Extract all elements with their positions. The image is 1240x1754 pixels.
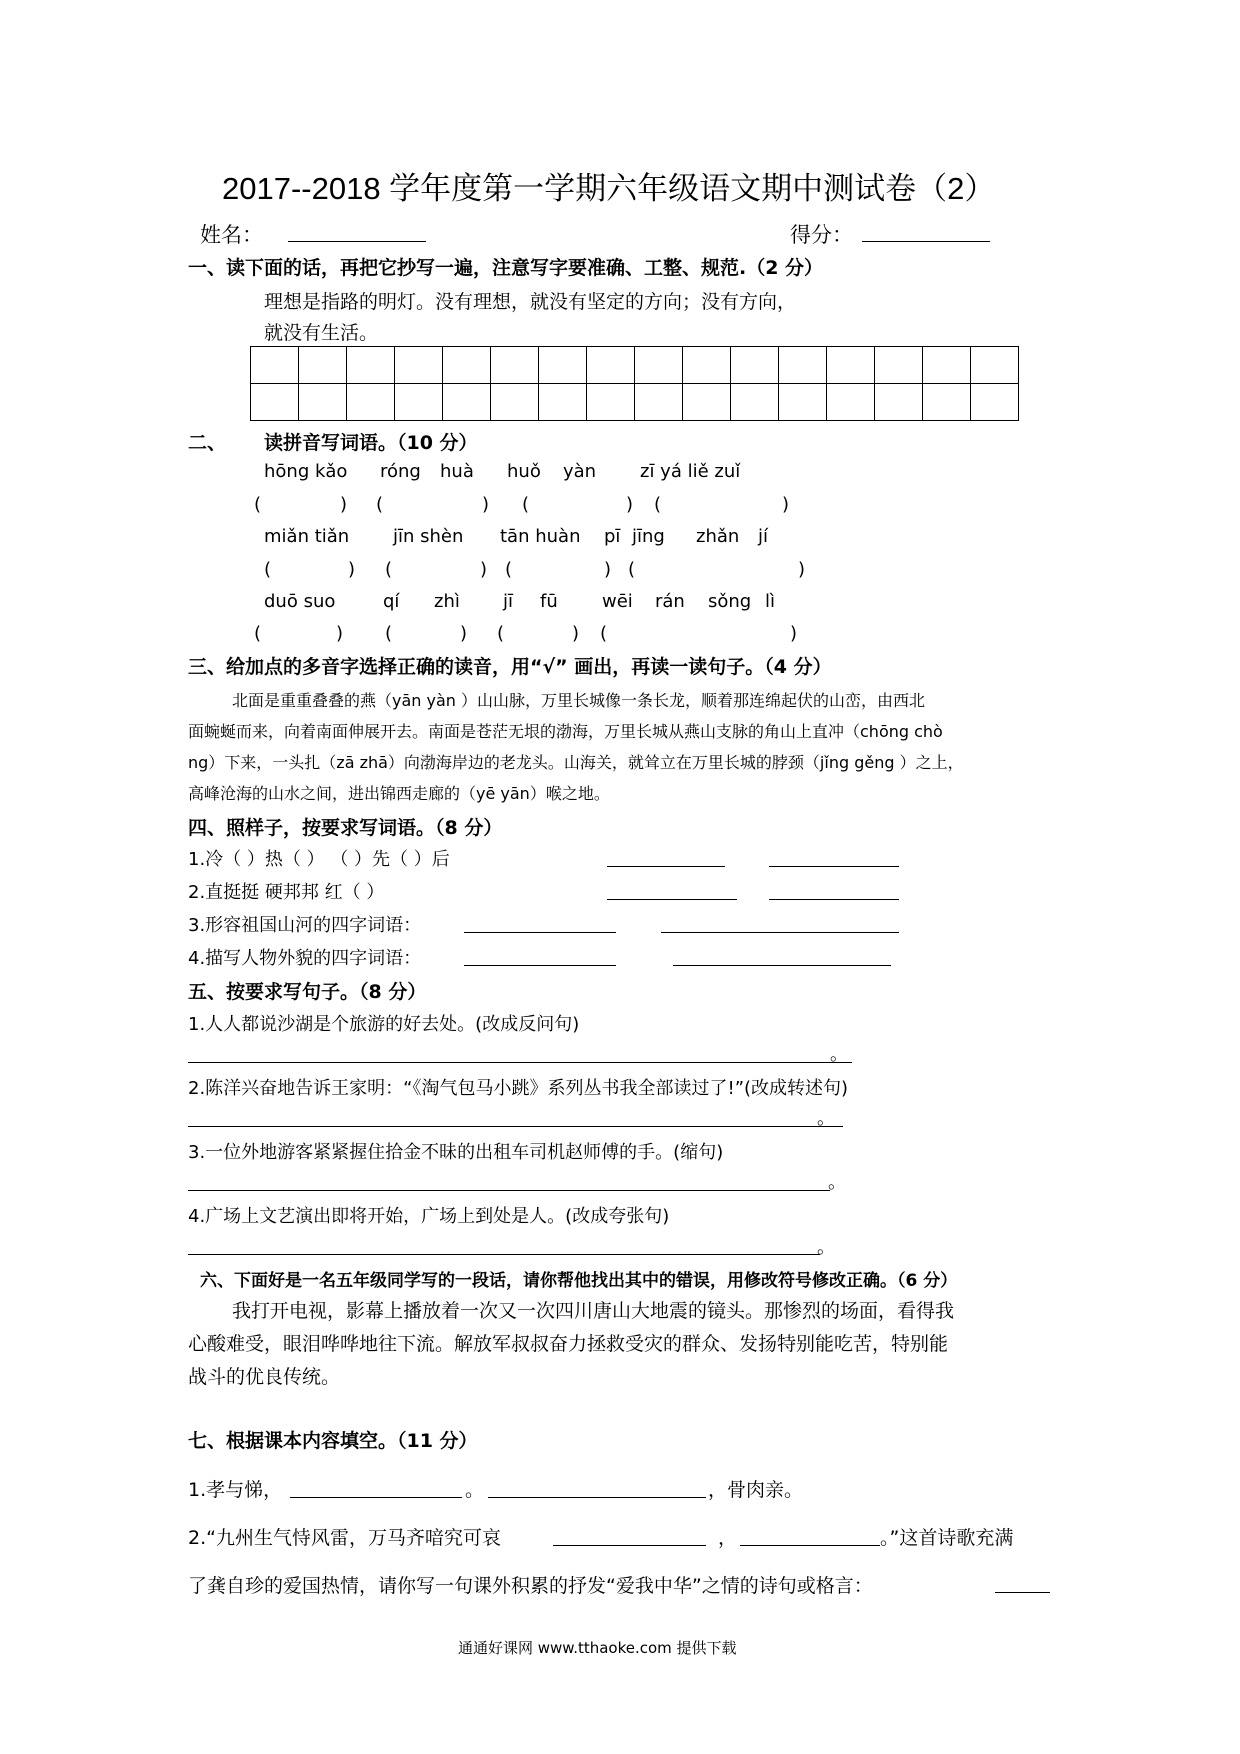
pinyin: zhǎn (696, 526, 740, 547)
period: 。 (817, 1237, 835, 1258)
grid-cell[interactable] (299, 384, 347, 421)
pinyin: miǎn tiǎn (264, 526, 350, 547)
answer-paren-open: ( (628, 559, 636, 580)
period: 。 (828, 1172, 846, 1193)
pinyin: lì (765, 591, 776, 612)
paragraph-line: 心酸难受，眼泪哗哗地往下流。解放军叔叔奋力拯救受灾的群众、发扬特别能吃苦，特别能 (188, 1333, 949, 1355)
grid-cell[interactable] (251, 384, 299, 421)
grid-cell[interactable] (971, 347, 1019, 384)
pinyin: tān huàn (500, 526, 581, 547)
grid-cell[interactable] (539, 384, 587, 421)
answer-line[interactable] (188, 1254, 820, 1255)
answer-line[interactable] (188, 1062, 852, 1063)
answer-paren-open: ( (264, 559, 272, 580)
grid-cell[interactable] (635, 384, 683, 421)
question-7-2-tail: 。”这首诗歌充满 (880, 1527, 1014, 1549)
answer-paren-close: ) (782, 494, 790, 515)
answer-line[interactable] (553, 1545, 706, 1546)
grid-cell[interactable] (683, 384, 731, 421)
pinyin: hōng kǎo (264, 461, 348, 482)
grid-cell[interactable] (683, 347, 731, 384)
passage-line: ng）下来，一头扎（zā zhā）向渤海岸边的老龙头。山海关，就耸立在万里长城的脖颈（jǐng gěng ）之上， (188, 753, 964, 772)
section-1-line-2: 就没有生活。 (264, 322, 379, 344)
grid-cell[interactable] (971, 384, 1019, 421)
answer-line[interactable] (769, 899, 899, 900)
grid-cell[interactable] (539, 347, 587, 384)
answer-paren-close: ) (626, 494, 634, 515)
answer-line[interactable] (488, 1497, 706, 1498)
answer-line[interactable] (188, 1126, 843, 1127)
pinyin: wēi (602, 591, 633, 612)
question-7-1-start: 1.孝与悌， (188, 1479, 283, 1501)
grid-cell[interactable] (923, 384, 971, 421)
grid-row (251, 347, 1019, 384)
grid-cell[interactable] (923, 347, 971, 384)
answer-line[interactable] (740, 1545, 880, 1546)
answer-line[interactable] (769, 866, 899, 867)
score-label: 得分： (790, 223, 853, 247)
pinyin: jīng (632, 526, 665, 547)
section-7-heading: 七、根据课本内容填空。（11 分） (188, 1430, 478, 1452)
grid-row (251, 384, 1019, 421)
pinyin: zhì (434, 591, 460, 612)
pinyin: duō suo (264, 591, 336, 612)
pinyin: yàn (563, 461, 597, 482)
paragraph-line: 我打开电视，影幕上播放着一次又一次四川唐山大地震的镜头。那惨烈的场面，看得我 (232, 1300, 955, 1322)
passage-line: 面蜿蜒而来，向着南面伸展开去。南面是苍茫无垠的渤海，万里长城从燕山支脉的角山上直冲（chōng chò (188, 722, 943, 741)
grid-cell[interactable] (443, 347, 491, 384)
answer-paren-close: ) (604, 559, 612, 580)
section-3-heading: 三、给加点的多音字选择正确的读音，用“√” 画出，再读一读句子。（4 分） (188, 656, 832, 678)
pinyin: fū (540, 591, 558, 612)
pinyin: jī (503, 591, 514, 612)
answer-paren-open: ( (497, 623, 505, 644)
answer-paren-open: ( (505, 559, 513, 580)
answer-line[interactable] (188, 1190, 830, 1191)
pinyin: huà (440, 461, 474, 482)
pinyin: rán (655, 591, 685, 612)
question-7-1-mid: 。 (465, 1479, 485, 1501)
grid-cell[interactable] (827, 384, 875, 421)
question-7-2-line2: 了龚自珍的爱国热情，请你写一句课外积累的抒发“爱我中华”之情的诗句或格言： (188, 1575, 873, 1597)
question-7-2-comma: ， (718, 1527, 738, 1549)
answer-paren-open: ( (254, 494, 262, 515)
paragraph-line: 战斗的优良传统。 (188, 1366, 341, 1388)
grid-cell[interactable] (395, 384, 443, 421)
section-2-heading: 读拼音写词语。（10 分） (264, 432, 478, 454)
grid-cell[interactable] (731, 384, 779, 421)
answer-paren-open: ( (654, 494, 662, 515)
answer-paren-open: ( (254, 623, 262, 644)
answer-paren-close: ) (480, 559, 488, 580)
footer-text: 通通好课网 www.tthaoke.com 提供下载 (458, 1639, 737, 1657)
grid-cell[interactable] (443, 384, 491, 421)
question-5-4: 4.广场上文艺演出即将开始，广场上到处是人。(改成夸张句) (188, 1206, 670, 1227)
grid-cell[interactable] (779, 384, 827, 421)
period: 。 (817, 1108, 835, 1129)
answer-paren-close: ) (460, 623, 468, 644)
answer-paren-close: ) (340, 494, 348, 515)
answer-line[interactable] (995, 1592, 1050, 1593)
pinyin: zī yá liě zuǐ (640, 461, 741, 482)
answer-line[interactable] (673, 965, 891, 966)
grid-cell[interactable] (587, 384, 635, 421)
answer-line[interactable] (607, 899, 737, 900)
grid-cell[interactable] (347, 384, 395, 421)
passage-line: 北面是重重叠叠的燕（yān yàn ）山山脉，万里长城像一条长龙，顺着那连绵起伏的山峦，由西北 (232, 691, 926, 710)
period: 。 (830, 1044, 848, 1065)
grid-cell[interactable] (587, 347, 635, 384)
question-4-3: 3.形容祖国山河的四字词语： (188, 915, 422, 936)
answer-paren-open: ( (376, 494, 384, 515)
pinyin: jí (758, 526, 769, 547)
grid-cell[interactable] (779, 347, 827, 384)
grid-cell[interactable] (491, 347, 539, 384)
pinyin: qí (383, 591, 400, 612)
answer-line[interactable] (464, 965, 616, 966)
pinyin: jīn shèn (393, 526, 464, 547)
score-field[interactable] (862, 241, 990, 242)
question-7-1-end: ，骨肉亲。 (708, 1479, 804, 1501)
grid-cell[interactable] (635, 347, 683, 384)
question-5-2: 2.陈洋兴奋地告诉王家明：“《淘气包马小跳》系列丛书我全部读过了!”(改成转述句) (188, 1078, 849, 1099)
answer-paren-close: ) (482, 494, 490, 515)
name-field[interactable] (288, 241, 426, 242)
copy-grid[interactable] (250, 346, 1019, 421)
pinyin: huǒ (507, 461, 541, 482)
question-5-3: 3.一位外地游客紧紧握住拾金不昧的出租车司机赵师傅的手。(缩句) (188, 1142, 724, 1163)
section-5-heading: 五、按要求写句子。（8 分） (188, 981, 427, 1003)
grid-cell[interactable] (395, 347, 443, 384)
answer-paren-open: ( (385, 623, 393, 644)
section-2-number: 二、 (188, 432, 227, 454)
grid-cell[interactable] (299, 347, 347, 384)
answer-line[interactable] (290, 1497, 462, 1498)
grid-cell[interactable] (251, 347, 299, 384)
answer-paren-close: ) (572, 623, 580, 644)
question-4-2: 2.直挺挺 硬邦邦 红（ ） (188, 882, 385, 903)
grid-cell[interactable] (875, 384, 923, 421)
pinyin: róng (380, 461, 421, 482)
section-1-line-1: 理想是指路的明灯。没有理想，就没有坚定的方向；没有方向， (264, 291, 797, 313)
grid-cell[interactable] (347, 347, 395, 384)
answer-line[interactable] (607, 866, 725, 867)
answer-paren-close: ) (336, 623, 344, 644)
answer-paren-close: ) (798, 559, 806, 580)
question-7-2-start: 2.“九州生气恃风雷，万马齐喑究可哀 (188, 1527, 501, 1549)
page-title: 2017--2018 学年度第一学期六年级语文期中测试卷（2） (222, 171, 996, 206)
pinyin: sǒng (708, 591, 752, 612)
grid-cell[interactable] (731, 347, 779, 384)
question-5-1: 1.人人都说沙湖是个旅游的好去处。(改成反问句) (188, 1014, 580, 1035)
answer-line[interactable] (661, 932, 899, 933)
passage-line: 高峰沧海的山水之间，进出锦西走廊的（yē yān）喉之地。 (188, 784, 610, 803)
answer-line[interactable] (464, 932, 616, 933)
section-6-heading: 六、下面好是一名五年级同学写的一段话，请你帮他找出其中的错误，用修改符号修改正确。（6 分） (200, 1271, 958, 1291)
answer-paren-open: ( (522, 494, 530, 515)
answer-paren-close: ) (348, 559, 356, 580)
section-4-heading: 四、照样子，按要求写词语。（8 分） (188, 817, 503, 839)
answer-paren-open: ( (600, 623, 608, 644)
grid-cell[interactable] (827, 347, 875, 384)
grid-cell[interactable] (491, 384, 539, 421)
question-4-1: 1.冷（ ）热（ ） （ ）先（ ）后 (188, 849, 450, 870)
section-1-heading: 一、读下面的话，再把它抄写一遍，注意写字要准确、工整、规范.（2 分） (188, 257, 824, 279)
question-4-4: 4.描写人物外貌的四字词语： (188, 948, 422, 969)
answer-paren-open: ( (385, 559, 393, 580)
answer-paren-close: ) (790, 623, 798, 644)
pinyin: pī (604, 526, 621, 547)
grid-cell[interactable] (875, 347, 923, 384)
name-label: 姓名： (200, 223, 263, 247)
